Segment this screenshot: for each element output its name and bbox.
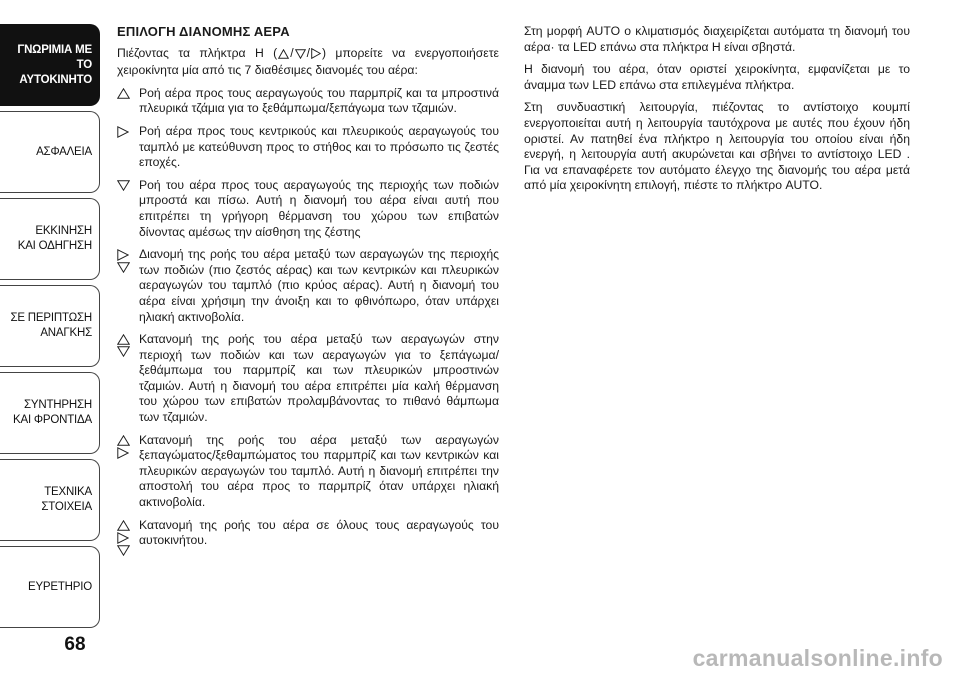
chapter-tab-5[interactable] [0,372,100,454]
chapter-tab-label: ΤΕΧΝΙΚΑ ΣΤΟΙΧΕΙΑ [41,486,92,513]
distribution-description: Κατανομή της ροής του αέρα μεταξύ των αεραγωγών ξεπαγώματος/ξεθαμπώματος του παρμπρίζ και των κεντρικών και πλευρικών αεραγωγών του ταμπλό. Αυτή η διανομή επιτρέπει την αποστολή του αέρα προς το παρμπρίζ όταν υπάρχει ηλιακή ακτινοβολία. [139,432,499,510]
intro-text-before: Πιέζοντας τα πλήκτρα Η ( [117,45,278,60]
triangle-down-icon [117,262,139,274]
triangle-down-icon [117,346,139,358]
distribution-icons [117,247,139,325]
distribution-icons [117,518,139,557]
triangle-down-icon [295,48,306,64]
chapter-tab-7[interactable] [0,546,100,628]
triangle-up-icon [117,88,139,100]
distribution-item [117,124,499,171]
triangle-down-icon [117,545,139,557]
triangle-up-icon [117,435,139,447]
intro-text-after: ) μπορείτε να ενεργοποιήσετε χειροκίνητα μία από τις 7 διαθέσιμες διανομές του αέρα: [117,45,499,78]
chapter-tab-label: ΑΣΦΑΛΕΙΑ [36,145,92,158]
chapter-tab-label: ΕΚΚΙΝΗΣΗ ΚΑΙ ΟΔΗΓΗΣΗ [17,225,92,252]
chapter-tab-label: ΓΝΩΡΙΜΙΑ ΜΕ ΤΟ ΑΥΤΟΚΙΝΗΤΟ [17,43,92,86]
distribution-description: Ροή του αέρα προς τους αεραγωγούς της περιοχής των ποδιών μπροστά και πίσω. Αυτή η διανομή του αέρα είναι αυτή που επιτρέπει τη γρήγορη θέρμανση του χώρου των επιβατών δίνοντας αμέσως την αίσθηση της ζέστης [139,177,499,239]
chapter-tab-1[interactable] [0,24,100,106]
chapter-tab-4[interactable] [0,285,100,367]
distribution-list [117,86,499,557]
page-number: 68 [64,634,86,655]
triangle-right-icon [117,126,139,139]
distribution-icons [117,124,139,171]
distribution-item [117,518,499,557]
chapter-tab-label: ΣΕ ΠΕΡΙΠΤΩΣΗ ΑΝΑΓΚΗΣ [10,312,92,339]
distribution-icons [117,178,139,240]
triangle-right-icon [311,48,321,64]
distribution-description: Κατανομή της ροής του αέρα μεταξύ των αεραγωγών στην περιοχή των ποδιών και των αεραγωγών για το ξεπάγωμα/ξεθάμπωμα του παρμπρίζ και των πλευρικών μπροστινών τζαμιών. Αυτή η διανομή του αέρα επιτρέπει μία καλή θέρμανση του χώρου των επιβατών προλαμβάνοντας το πιθανό θάμπωμα των τζαμιών. [139,332,499,425]
triangle-right-icon [117,249,139,262]
paragraph-auto-mode: Στη μορφή AUTO ο κλιματισμός διαχειρίζεται αυτόματα τη διανομή του αέρα· τα LED επάνω στα πλήκτρα Η είναι σβηστά. [524,24,910,54]
distribution-description: Ροή αέρα προς τους κεντρικούς και πλευρικούς αεραγωγούς του ταμπλό με κατεύθυνση προς το στήθος και το πρόσωπο τις ζεστές εποχές. [139,123,499,170]
distribution-icons [117,433,139,511]
distribution-icons [117,86,139,117]
triangle-right-icon [117,532,139,545]
triangle-right-icon [117,447,139,460]
triangle-down-icon [117,180,139,192]
distribution-item [117,332,499,426]
triangle-up-icon [278,48,289,64]
distribution-icons [117,332,139,426]
triangle-up-icon [117,334,139,346]
chapter-tab-label: ΣΥΝΤΗΡΗΣΗ ΚΑΙ ΦΡΟΝΤΙΔΑ [13,399,92,426]
distribution-item [117,86,499,117]
paragraph-combined-mode: Στη συνδυαστική λειτουργία, πιέζοντας το αντίστοιχο κουμπί ενεργοποιείται αυτή η λειτουργία ταυτόχρονα με αυτές που έχουν ήδη οριστεί. Αν πατηθεί ένα πλήκτρο η λειτουργία του οποίου είναι ήδη ενεργή, η λειτουργία αυτή ακυρώνεται και σβήνει το αντίστοιχο LED . Για να επαναφέρετε τον αυτόματο έλεγχο της διανομής του αέρα μετά από μία χειροκίνητη επιλογή, πιέστε το πλήκτρο AUTO. [524,100,910,193]
left-column [117,24,499,564]
chapter-tab-6[interactable] [0,459,100,541]
distribution-item [117,247,499,325]
section-heading: ΕΠΙΛΟΓΗ ΔΙΑΝΟΜΗΣ ΑΕΡΑ [117,24,290,39]
distribution-item [117,178,499,240]
right-column [524,24,910,201]
distribution-item [117,433,499,511]
chapter-tab-2[interactable] [0,111,100,193]
watermark: carmanualsonline.info [692,645,943,671]
intro-paragraph: Πιέζοντας τα πλήκτρα Η ( / / ) μπορείτε να ενεργοποιήσετε χειροκίνητα μία από τις 7 διαθέσιμες διανομές του αέρα: [117,45,499,78]
distribution-description: Διανομή της ροής του αέρα μεταξύ των αεραγωγών της περιοχής των ποδιών (πιο ζεστός αέρας) και των κεντρικών και πλευρικών αεραγωγών του ταμπλό (πιο κρύος αέρας). Αυτή η διανομή του αέρα είναι χρήσιμη την άνοιξη και το φθινόπωρο, όταν υπάρχει ηλιακή ακτινοβολία. [139,247,499,324]
chapter-tab-label: ΕΥΡΕΤΗΡΙΟ [27,580,92,593]
distribution-description: Κατανομή της ροής του αέρα σε όλους τους αεραγωγούς του αυτοκινήτου. [139,517,499,548]
chapter-tab-3[interactable] [0,198,100,280]
distribution-description: Ροή αέρα προς τους αεραγωγούς του παρμπρίζ και τα μπροστινά πλευρικά τζάμια για το ξεθάμπωμα/ξεπάγωμα των τζαμιών. [139,85,499,116]
triangle-up-icon [117,520,139,532]
paragraph-manual-led: Η διανομή του αέρα, όταν οριστεί χειροκίνητα, εμφανίζεται με το άναμμα των LED επάνω στα επιλεγμένα πλήκτρα. [524,62,910,92]
